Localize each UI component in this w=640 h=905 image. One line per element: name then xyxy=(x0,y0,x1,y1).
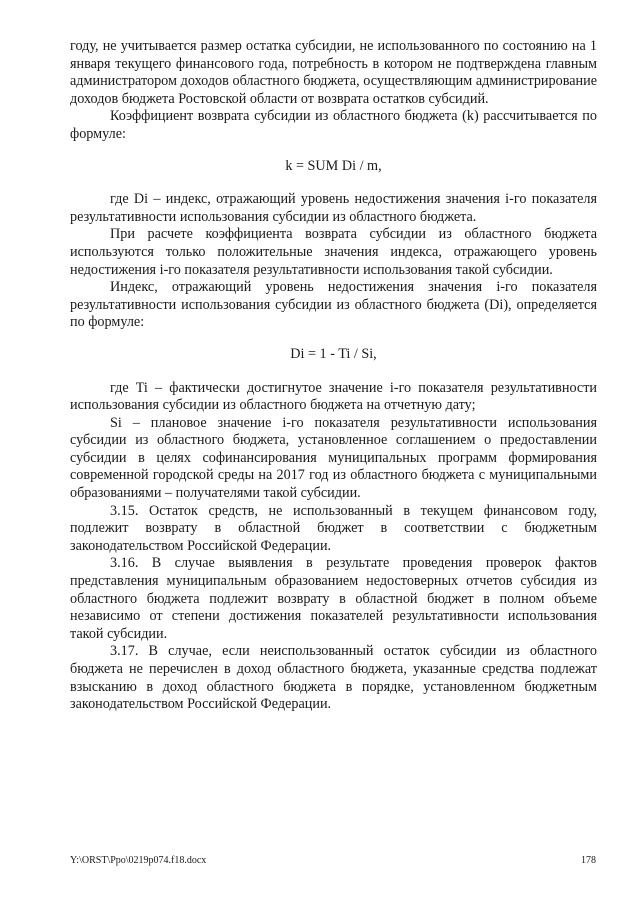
footer-file-path: Y:\ORST\Ppo\0219p074.f18.docx xyxy=(70,855,207,866)
paragraph-ti-definition: где Ti – фактически достигнутое значение i-го показателя результативности использования субсидии из областного бюджета на отчетную дату; xyxy=(70,379,597,414)
paragraph-index-intro: Индекс, отражающий уровень недостижения значения i-го показателя результативности использования субсидии из областного бюджета (Di), определяется по формуле: xyxy=(70,279,597,331)
paragraph-3-17: 3.17. В случае, если неиспользованный остаток субсидии из областного бюджета не перечислен в доход областного бюджета, указанные средства подлежат взысканию в доход областного бюджета в порядке, установленном бюджетным законодательством Российской Федерации. xyxy=(70,643,597,713)
formula-k: k = SUM Di / m, xyxy=(285,157,382,174)
paragraph-continuation: году, не учитывается размер остатка субсидии, не использованного по состоянию на 1 января текущего финансового года, потребность в котором не подтверждена главным администратором доходов областного бюджета, осуществляющим администрирование доходов бюджета Ростовской области от возврата остатков субсидий. xyxy=(70,38,597,107)
document-body xyxy=(70,38,597,714)
paragraph-coefficient-intro: Коэффициент возврата субсидии из областного бюджета (k) рассчитывается по формуле: xyxy=(70,108,597,142)
formula-di: Di = 1 - Ti / Si, xyxy=(290,345,377,362)
paragraph-si-definition: Si – плановое значение i-го показателя результативности использования субсидии из областного бюджета, установленное соглашением о предоставлении субсидии в целях софинансирования муниципальных программ формирования современной городской среды на 2017 год из областного бюджета с муниципальными образованиями – получателями такой субсидии. xyxy=(70,414,597,502)
paragraph-di-definition: где Di – индекс, отражающий уровень недостижения значения i-го показателя результативности использования субсидии из областного бюджета. xyxy=(70,191,597,225)
paragraph-positive-values: При расчете коэффициента возврата субсидии из областного бюджета используются только положительные значения индекса, отражающего уровень недостижения i-го показателя результативности использования такой субсидии. xyxy=(70,226,597,278)
paragraph-3-16: 3.16. В случае выявления в результате проведения проверок фактов представления муниципальным образованием недостоверных отчетов субсидия из областного бюджета подлежит возврату в областной бюджет в полном объеме независимо от степени достижения показателей результативности использования такой субсидии. xyxy=(70,555,597,642)
footer-page-number: 178 xyxy=(581,855,596,866)
paragraph-3-15: 3.15. Остаток средств, не использованный в текущем финансовом году, подлежит возврату в областной бюджет в соответствии с бюджетным законодательством Российской Федерации. xyxy=(70,502,597,554)
